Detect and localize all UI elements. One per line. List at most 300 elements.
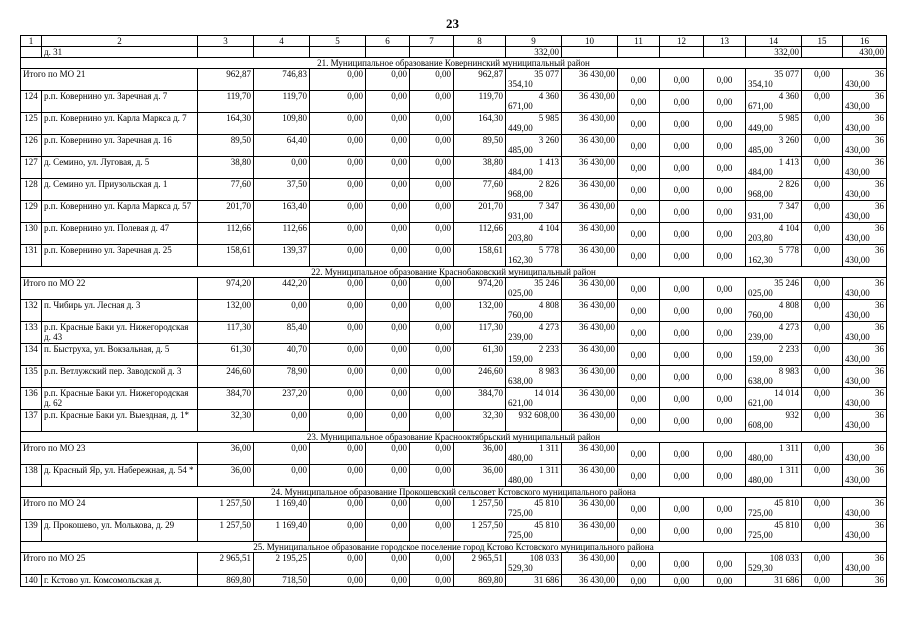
value-cell: 0,00: [704, 223, 746, 245]
value-cell: [506, 278, 562, 300]
address-cell: г. Кстово ул. Комсомольская д.: [42, 575, 198, 587]
row-number: 125: [21, 113, 42, 135]
value-cell: 0,00: [704, 278, 746, 300]
cell-line: 449,00: [748, 123, 773, 133]
cell-line: 36: [875, 245, 884, 255]
value-cell: 0,00: [310, 465, 366, 487]
value-cell: [506, 410, 562, 432]
value-cell: 0,00: [618, 201, 660, 223]
value-cell: 0,00: [310, 322, 366, 344]
value-cell: 61,30: [454, 344, 506, 366]
cell-line: 430,00: [845, 508, 870, 518]
value-cell: 38,80: [454, 157, 506, 179]
value-cell: 37,50: [254, 179, 310, 201]
value-cell: 36,00: [198, 443, 254, 465]
cell-line: 1 413: [538, 157, 559, 167]
value-cell: 0,00: [254, 157, 310, 179]
section-header-row: [21, 432, 887, 443]
cell-line: 638,00: [748, 376, 773, 386]
value-cell: 0,00: [618, 388, 660, 410]
cell-line: 4 273: [538, 322, 559, 332]
cell-line: 480,00: [748, 453, 773, 463]
cell-line: 4 104: [778, 223, 799, 233]
value-cell: 0,00: [660, 135, 704, 157]
value-cell: 0,00: [618, 91, 660, 113]
value-cell: 0,00: [802, 201, 843, 223]
value-cell: 0,00: [366, 465, 410, 487]
value-cell: 0,00: [310, 91, 366, 113]
table-cell: 332,00: [746, 47, 802, 58]
cell-line: 159,00: [748, 354, 773, 364]
section-header-row: [21, 58, 887, 69]
value-cell: 78,90: [254, 366, 310, 388]
value-cell: 0,00: [366, 201, 410, 223]
table-row: [21, 575, 887, 587]
value-cell: 0,00: [410, 410, 454, 432]
cell-line: 485,00: [748, 145, 773, 155]
value-cell: 0,00: [618, 344, 660, 366]
total-row: [21, 498, 887, 520]
column-number: 13: [704, 36, 746, 47]
section-title: 21. Муниципальное образование Ковернинский муниципальный район: [21, 58, 887, 69]
page-number: 23: [446, 16, 459, 31]
value-cell: 384,70: [454, 388, 506, 410]
cell-line: 480,00: [748, 475, 773, 485]
value-cell: 0,00: [366, 410, 410, 432]
cell-line: 45 810: [534, 498, 559, 508]
column-number: 6: [366, 36, 410, 47]
cell-line: 484,00: [748, 167, 773, 177]
cell-line: 671,00: [748, 101, 773, 111]
table-cell: [198, 47, 254, 58]
cell-line: 725,00: [748, 508, 773, 518]
cell-line: 36: [875, 278, 884, 288]
value-cell: 0,00: [660, 201, 704, 223]
address-cell: д. Красный Яр, ул. Набережная, д. 54 *: [42, 465, 198, 487]
cell-line: 8 983: [538, 366, 559, 376]
value-cell: 36,00: [198, 465, 254, 487]
cell-line: 36: [875, 113, 884, 123]
cell-line: 725,00: [748, 530, 773, 540]
value-cell: 0,00: [802, 179, 843, 201]
value-cell: 89,50: [454, 135, 506, 157]
cell-line: 430,00: [845, 376, 870, 386]
table-cell: [562, 47, 618, 58]
value-cell: 132,00: [198, 300, 254, 322]
value-cell: 36 430,00: [562, 410, 618, 432]
value-cell: [746, 300, 802, 322]
value-cell: 0,00: [618, 575, 660, 587]
value-cell: 0,00: [618, 300, 660, 322]
value-cell: 0,00: [254, 465, 310, 487]
cell-line: 449,00: [508, 123, 533, 133]
row-number: 130: [21, 223, 42, 245]
value-cell: 32,30: [454, 410, 506, 432]
value-cell: 0,00: [704, 575, 746, 587]
value-cell: 0,00: [254, 410, 310, 432]
value-cell: [506, 113, 562, 135]
value-cell: 869,80: [454, 575, 506, 587]
cell-line: 203,80: [748, 233, 773, 243]
value-cell: 0,00: [310, 366, 366, 388]
cell-line: 36: [875, 179, 884, 189]
value-cell: 0,00: [704, 157, 746, 179]
value-cell: 0,00: [310, 388, 366, 410]
value-cell: 36 430,00: [562, 157, 618, 179]
row-number: 124: [21, 91, 42, 113]
table-row: [21, 410, 887, 432]
value-cell: 36 430,00: [562, 443, 618, 465]
cell-line: 108 033: [769, 553, 799, 563]
value-cell: 0,00: [410, 113, 454, 135]
cell-line: 1 413: [778, 157, 799, 167]
cell-line: 5 778: [538, 245, 559, 255]
value-cell: 36 430,00: [562, 245, 618, 267]
row-number: 135: [21, 366, 42, 388]
address-cell: р.п. Ковернино ул. Заречная д. 25: [42, 245, 198, 267]
value-cell: 0,00: [410, 135, 454, 157]
value-cell: 0,00: [802, 113, 843, 135]
table-row: [21, 322, 887, 344]
cell-line: 36: [875, 344, 884, 354]
value-cell: 0,00: [366, 443, 410, 465]
value-cell: 0,00: [704, 135, 746, 157]
cell-line: 7 347: [778, 201, 799, 211]
cell-line: 2 826: [778, 179, 799, 189]
value-cell: [746, 223, 802, 245]
value-cell: 0,00: [802, 366, 843, 388]
cell-line: 430,00: [845, 310, 870, 320]
cell-line: 725,00: [508, 508, 533, 518]
value-cell: [746, 498, 802, 520]
value-cell: [843, 179, 887, 201]
value-cell: 0,00: [618, 366, 660, 388]
value-cell: [506, 91, 562, 113]
value-cell: [843, 388, 887, 410]
value-cell: 1 257,50: [198, 498, 254, 520]
section-header-row: [21, 487, 887, 498]
value-cell: 64,40: [254, 135, 310, 157]
row-number: 133: [21, 322, 42, 344]
value-cell: [746, 366, 802, 388]
row-number: 134: [21, 344, 42, 366]
value-cell: 0,00: [704, 388, 746, 410]
cell-line: 4 808: [778, 300, 799, 310]
value-cell: [506, 179, 562, 201]
table-row: [21, 520, 887, 542]
value-cell: 119,70: [454, 91, 506, 113]
value-cell: 0,00: [410, 69, 454, 91]
value-cell: [746, 135, 802, 157]
value-cell: 0,00: [802, 465, 843, 487]
value-cell: 0,00: [660, 410, 704, 432]
total-label: Итого по МО 25: [21, 553, 198, 575]
value-cell: 0,00: [618, 322, 660, 344]
value-cell: 36 430,00: [562, 278, 618, 300]
cell-line: 162,30: [748, 255, 773, 265]
value-cell: 0,00: [410, 465, 454, 487]
value-cell: [746, 465, 802, 487]
value-cell: 442,20: [254, 278, 310, 300]
value-cell: 962,87: [454, 69, 506, 91]
cell-line: 31 686: [774, 575, 799, 585]
value-cell: 0,00: [660, 245, 704, 267]
value-cell: [506, 388, 562, 410]
table-row: [21, 201, 887, 223]
table-cell: [704, 47, 746, 58]
value-cell: 77,60: [454, 179, 506, 201]
table-row: [21, 300, 887, 322]
value-cell: 0,00: [704, 498, 746, 520]
cell-line: 36: [875, 91, 884, 101]
value-cell: [746, 278, 802, 300]
value-cell: 36 430,00: [562, 322, 618, 344]
section-title: 23. Муниципальное образование Краснооктябрьский муниципальный район: [21, 432, 887, 443]
value-cell: 0,00: [366, 553, 410, 575]
cell-line: 760,00: [748, 310, 773, 320]
value-cell: 0,00: [660, 91, 704, 113]
total-label: Итого по МО 24: [21, 498, 198, 520]
cell-line: 430,00: [845, 288, 870, 298]
cell-line: 1 311: [779, 443, 799, 453]
cell-line: 4 808: [538, 300, 559, 310]
value-cell: 38,80: [198, 157, 254, 179]
value-cell: 0,00: [704, 179, 746, 201]
value-cell: 0,00: [704, 69, 746, 91]
address-cell: р.п. Ковернино ул. Заречная д. 16: [42, 135, 198, 157]
cell-line: 931,00: [748, 211, 773, 221]
cell-line: 430,00: [845, 167, 870, 177]
table-cell: 332,00: [506, 47, 562, 58]
value-cell: 0,00: [660, 278, 704, 300]
value-cell: 0,00: [310, 245, 366, 267]
cell-line: 1 311: [539, 465, 559, 475]
table-cell: [660, 47, 704, 58]
value-cell: 61,30: [198, 344, 254, 366]
cell-line: 2 233: [538, 344, 559, 354]
value-cell: 0,00: [410, 201, 454, 223]
address-cell: р.п. Ковернино ул. Карла Маркса д. 57: [42, 201, 198, 223]
cell-line: 36: [875, 157, 884, 167]
cell-line: 5 985: [778, 113, 799, 123]
value-cell: 1 257,50: [454, 498, 506, 520]
value-cell: 164,30: [198, 113, 254, 135]
value-cell: [843, 322, 887, 344]
column-number: 7: [410, 36, 454, 47]
column-number: 12: [660, 36, 704, 47]
value-cell: 0,00: [802, 498, 843, 520]
value-cell: 0,00: [660, 69, 704, 91]
value-cell: 0,00: [802, 91, 843, 113]
value-cell: 0,00: [618, 157, 660, 179]
cell-line: 14 014: [534, 388, 559, 398]
value-cell: [746, 113, 802, 135]
value-cell: [746, 388, 802, 410]
value-cell: 0,00: [660, 113, 704, 135]
value-cell: 158,61: [198, 245, 254, 267]
table-row: [21, 179, 887, 201]
cell-line: 36: [875, 223, 884, 233]
total-row: [21, 69, 887, 91]
value-cell: [746, 575, 802, 587]
value-cell: 36 430,00: [562, 465, 618, 487]
cell-line: 162,30: [508, 255, 533, 265]
value-cell: 112,66: [198, 223, 254, 245]
value-cell: 0,00: [660, 157, 704, 179]
row-number: 131: [21, 245, 42, 267]
value-cell: [746, 520, 802, 542]
value-cell: 89,50: [198, 135, 254, 157]
value-cell: 0,00: [410, 575, 454, 587]
value-cell: [506, 498, 562, 520]
value-cell: 1 257,50: [454, 520, 506, 542]
value-cell: 0,00: [366, 388, 410, 410]
address-cell: п. Быструха, ул. Вокзальная, д. 5: [42, 344, 198, 366]
cell-line: 4 360: [538, 91, 559, 101]
cell-line: 430,00: [845, 123, 870, 133]
value-cell: 0,00: [660, 443, 704, 465]
value-cell: 36,00: [454, 465, 506, 487]
value-cell: 0,00: [366, 135, 410, 157]
section-title: 22. Муниципальное образование Краснобаковский муниципальный район: [21, 267, 887, 278]
value-cell: 0,00: [660, 366, 704, 388]
value-cell: 36 430,00: [562, 300, 618, 322]
value-cell: 0,00: [802, 575, 843, 587]
value-cell: 36 430,00: [562, 179, 618, 201]
value-cell: 0,00: [410, 498, 454, 520]
value-cell: 0,00: [366, 300, 410, 322]
address-cell: р.п. Ковернино ул. Карла Маркса д. 7: [42, 113, 198, 135]
column-number: 15: [802, 36, 843, 47]
cell-line: 025,00: [508, 288, 533, 298]
cell-line: 430,00: [845, 475, 870, 485]
value-cell: [746, 443, 802, 465]
cell-line: 621,00: [748, 398, 773, 408]
value-cell: 36,00: [454, 443, 506, 465]
value-cell: 0,00: [802, 69, 843, 91]
value-cell: 0,00: [366, 91, 410, 113]
value-cell: 36 430,00: [562, 113, 618, 135]
value-cell: [746, 410, 802, 432]
cell-line: 638,00: [508, 376, 533, 386]
value-cell: [506, 300, 562, 322]
value-cell: 0,00: [310, 201, 366, 223]
value-cell: 0,00: [366, 498, 410, 520]
cell-line: 35 077: [774, 69, 799, 79]
value-cell: 962,87: [198, 69, 254, 91]
value-cell: 0,00: [366, 278, 410, 300]
value-cell: 0,00: [704, 465, 746, 487]
value-cell: 0,00: [802, 410, 843, 432]
value-cell: [843, 91, 887, 113]
value-cell: [843, 520, 887, 542]
cell-line: 45 810: [774, 498, 799, 508]
cell-line: 1 311: [539, 443, 559, 453]
value-cell: [746, 157, 802, 179]
total-label: Итого по МО 23: [21, 443, 198, 465]
table-row: [21, 113, 887, 135]
value-cell: 0,00: [618, 278, 660, 300]
value-cell: 36 430,00: [562, 388, 618, 410]
column-number: 5: [310, 36, 366, 47]
value-cell: 0,00: [618, 135, 660, 157]
value-cell: [843, 344, 887, 366]
value-cell: 0,00: [802, 520, 843, 542]
total-row: [21, 553, 887, 575]
table-row: [21, 245, 887, 267]
value-cell: 0,00: [310, 443, 366, 465]
value-cell: 0,00: [310, 553, 366, 575]
value-cell: 0,00: [310, 300, 366, 322]
value-cell: 2 965,51: [454, 553, 506, 575]
cell-line: 430,00: [845, 332, 870, 342]
column-number: 3: [198, 36, 254, 47]
value-cell: 0,00: [704, 245, 746, 267]
value-cell: 158,61: [454, 245, 506, 267]
cell-line: 4 273: [778, 322, 799, 332]
value-cell: 974,20: [198, 278, 254, 300]
value-cell: 36 430,00: [562, 366, 618, 388]
table-cell: [310, 47, 366, 58]
value-cell: 0,00: [704, 300, 746, 322]
value-cell: [506, 344, 562, 366]
value-cell: 0,00: [310, 157, 366, 179]
value-cell: [746, 201, 802, 223]
row-number: 126: [21, 135, 42, 157]
table-cell: [21, 47, 42, 58]
value-cell: [746, 322, 802, 344]
cell-line: 430,00: [845, 420, 870, 430]
value-cell: 718,50: [254, 575, 310, 587]
cell-line: 159,00: [508, 354, 533, 364]
value-cell: 0,00: [310, 344, 366, 366]
value-cell: [506, 245, 562, 267]
value-cell: 0,00: [410, 300, 454, 322]
column-number: 4: [254, 36, 310, 47]
value-cell: [746, 344, 802, 366]
cell-line: 968,00: [748, 189, 773, 199]
cell-line: 608,00: [748, 420, 773, 430]
data-table: [20, 35, 887, 587]
value-cell: 0,00: [704, 366, 746, 388]
value-cell: 0,00: [310, 113, 366, 135]
address-cell: д. Прокошево, ул. Молькова, д. 29: [42, 520, 198, 542]
value-cell: [843, 157, 887, 179]
cell-line: 31 686: [534, 575, 559, 585]
value-cell: 0,00: [410, 366, 454, 388]
value-cell: [843, 245, 887, 267]
value-cell: 0,00: [618, 465, 660, 487]
value-cell: 0,00: [410, 179, 454, 201]
cell-line: 36: [875, 520, 884, 530]
value-cell: [506, 201, 562, 223]
address-cell: р.п. Красные Баки ул. Выездная, д. 1*: [42, 410, 198, 432]
value-cell: [746, 91, 802, 113]
table-cell: [618, 47, 660, 58]
value-cell: 0,00: [254, 443, 310, 465]
value-cell: 0,00: [310, 575, 366, 587]
cell-line: 239,00: [508, 332, 533, 342]
cell-line: 36: [875, 322, 884, 332]
table-row: [21, 344, 887, 366]
value-cell: 0,00: [802, 135, 843, 157]
cell-line: 529,30: [748, 563, 773, 573]
value-cell: [506, 443, 562, 465]
value-cell: 0,00: [410, 520, 454, 542]
value-cell: 0,00: [704, 520, 746, 542]
value-cell: 0,00: [660, 520, 704, 542]
cell-line: 760,00: [508, 310, 533, 320]
